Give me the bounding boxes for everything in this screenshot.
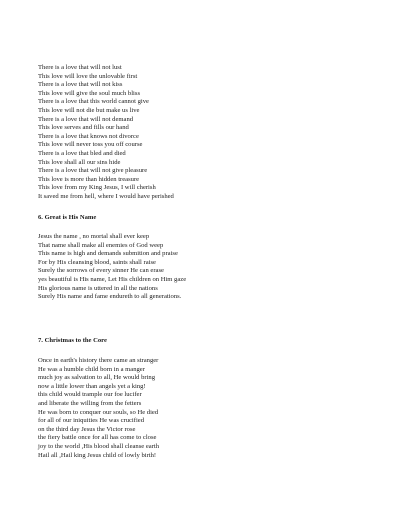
poem-line: Jesus the name , no mortal shall ever keep <box>38 233 150 240</box>
poem-line: This love is more than hidden treasure <box>38 175 140 183</box>
poem-line: much joy as salvation to all, He would bring <box>38 374 156 382</box>
poem-line: joy to the world ,His blood shall cleanse earth <box>38 442 160 450</box>
poem-line: There is a love that will not kiss <box>38 81 123 89</box>
section-heading-great-is-his-name <box>38 214 398 223</box>
poem-line: He was born to conquer our souls, so He died <box>38 408 159 416</box>
poem-line: This love shall all our sins hide <box>38 158 121 166</box>
poem-line: There is a love that bled and died <box>38 149 126 157</box>
poem-title: 6. Great is His Name <box>38 214 97 221</box>
poem-line: This love will give the soul much bliss <box>38 89 141 97</box>
poem-line: yes beautiful is His name, Let His children on Him gaze <box>38 275 187 283</box>
poem-line: Hail all ,Hail king Jesus child of lowly birth! <box>38 451 157 459</box>
poem-line: now a little lower than angels yet a king! <box>38 382 146 390</box>
section-heading-christmas-to-the-core <box>38 337 398 346</box>
poem-line: on the third day Jesus the Victor rose <box>38 425 136 433</box>
poem-line: There is a love that knows not divorce <box>38 132 139 140</box>
poem-line: This love will love the unlovable first <box>38 72 138 80</box>
poem-line: for all of our iniquities He was crucified <box>38 417 145 425</box>
poem-line: Surely the sorrows of every sinner He can erase <box>38 267 164 275</box>
poem-line: This name is high and demands submition and praise <box>38 250 178 258</box>
poem-love-stanza <box>38 64 398 202</box>
poem-christmas-to-the-core <box>38 357 398 460</box>
poem-line: the fiery battle once for all has come to close <box>38 434 157 442</box>
poem-line: This love will not die but make us live <box>38 106 140 114</box>
poem-line: It saved me from hell, where I would have perished <box>38 192 174 200</box>
poem-line: For by His cleansing blood, saints shall raise <box>38 258 156 266</box>
poem-great-is-his-name <box>38 233 398 302</box>
poem-title: 7. Christmas to the Core <box>38 337 107 344</box>
poem-line: Once in earth's history there came an stranger <box>38 357 159 364</box>
poem-line: This love will never toss you off course <box>38 141 143 149</box>
poem-line: This love serves and fills our hand <box>38 124 129 132</box>
poem-line: and liberate the willing from the fetters <box>38 399 142 407</box>
poem-line: That name shall make all enemies of God weep <box>38 241 164 249</box>
poem-line: This love from my King Jesus, I will cherish <box>38 184 156 192</box>
poem-line: There is a love that will not give pleasure <box>38 167 148 175</box>
poem-line: Surely His name and fame endureth to all generations. <box>38 293 182 301</box>
poem-line: There is a love that this world cannot give <box>38 98 149 106</box>
poem-line: There is a love that will not demand <box>38 115 134 123</box>
poem-line: His glorious name is uttered in all the nations <box>38 284 158 292</box>
poem-line: He was a humble child born in a manger <box>38 365 145 373</box>
poem-line: There is a love that will not lust <box>38 64 122 71</box>
poem-line: this child would trample our foe lucifer <box>38 391 142 399</box>
